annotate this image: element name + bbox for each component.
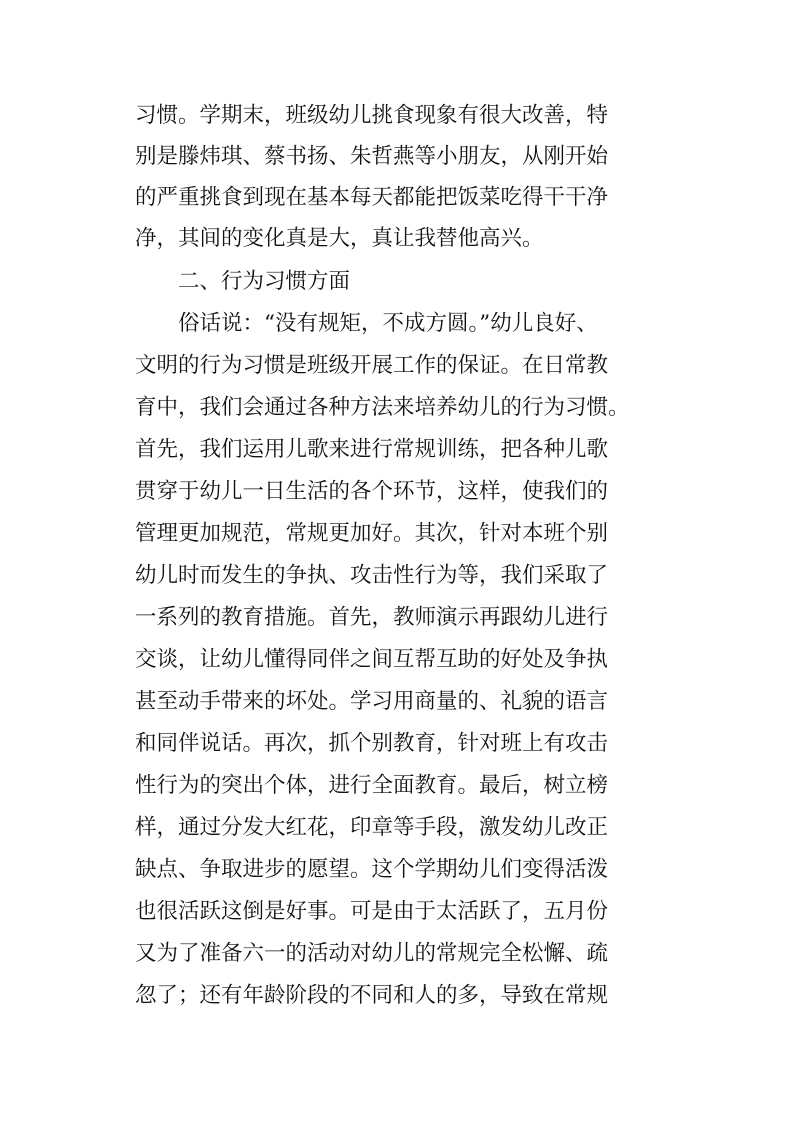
text-line: 育中，我们会通过各种方法来培养幼儿的行为习惯。 <box>135 395 630 420</box>
text-line: 首先，我们运用儿歌来进行常规训练，把各种儿歌 <box>135 437 609 462</box>
text-line: 别是滕炜琪、蔡书扬、朱哲燕等小朋友，从刚开始 <box>135 144 609 169</box>
text-line: 样，通过分发大红花，印章等手段，激发幼儿改正 <box>135 815 609 840</box>
text-line: 幼儿时而发生的争执、攻击性行为等，我们采取了 <box>135 563 609 588</box>
text-line: 又为了准备六一的活动对幼儿的常规完全松懈、疏 <box>135 941 609 966</box>
text-line: 贯穿于幼儿一日生活的各个环节，这样，使我们的 <box>135 479 609 504</box>
text-line: 交谈，让幼儿懂得同伴之间互帮互助的好处及争执 <box>135 647 609 672</box>
text-line: 缺点、争取进步的愿望。这个学期幼儿们变得活泼 <box>135 857 609 882</box>
text-line: 习惯。学期末，班级幼儿挑食现象有很大改善，特 <box>135 103 609 128</box>
text-line: 管理更加规范，常规更加好。其次，针对本班个别 <box>135 521 609 546</box>
text-line: 也很活跃这倒是好事。可是由于太活跃了，五月份 <box>135 899 609 924</box>
text-line: 性行为的突出个体，进行全面教育。最后，树立榜 <box>135 773 609 798</box>
text-line: 忽了；还有年龄阶段的不同和人的多，导致在常规 <box>135 983 609 1008</box>
text-line: 甚至动手带来的坏处。学习用商量的、礼貌的语言 <box>135 689 609 714</box>
section-heading: 二、行为习惯方面 <box>178 269 351 294</box>
text-line: 一系列的教育措施。首先，教师演示再跟幼儿进行 <box>135 605 609 630</box>
text-line: 的严重挑食到现在基本每天都能把饭菜吃得干干净 <box>135 185 609 210</box>
text-line: 和同伴说话。再次，抓个别教育，针对班上有攻击 <box>135 731 609 756</box>
text-line: 净，其间的变化真是大，真让我替他高兴。 <box>135 226 544 251</box>
text-line: 文明的行为习惯是班级开展工作的保证。在日常教 <box>135 353 609 378</box>
paragraph-first-line: 俗话说：“没有规矩，不成方圆。”幼儿良好、 <box>178 311 598 336</box>
